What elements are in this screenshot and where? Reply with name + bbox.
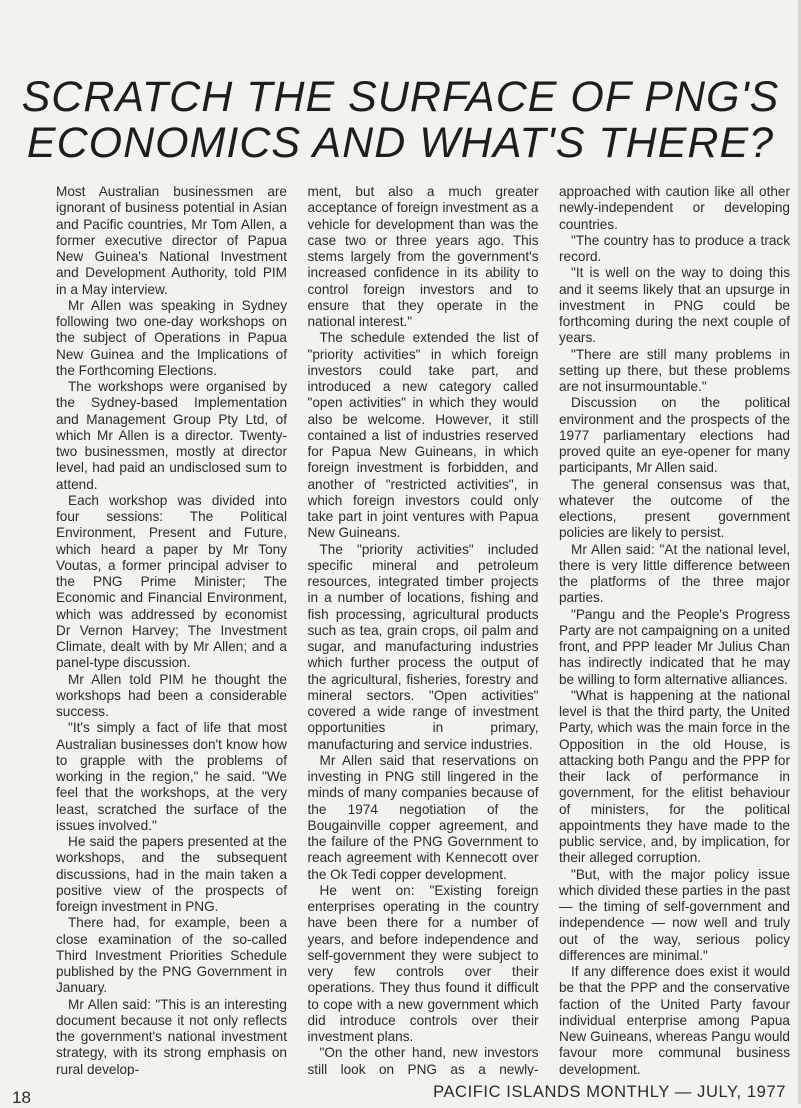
- article-paragraph: "It is well on the way to doing this and it seems likely that an upsurge in investment in PNG could be forthcoming during the next couple of years.: [559, 265, 790, 346]
- article-body: [56, 184, 790, 1076]
- article-paragraph: The general consensus was that, whatever the outcome of the elections, present government policies are likely to persist.: [559, 476, 790, 541]
- article-paragraph: ment, but also a much greater acceptance of foreign investment as a vehicle for development than was the case two or three years ago. This stems largely from the government's increased confidence in its ability to control foreign investors and to ensure that they operate in the national interest.": [307, 184, 539, 329]
- article-paragraph: The workshops were organised by the Sydney-based Implementation and Management Group Pty Ltd, of which Mr Allen is a director. Twenty-two businessmen, mostly at director level, had paid an undisclosed sum to attend.: [56, 379, 287, 492]
- headline-line-1: SCRATCH THE SURFACE OF PNG'S: [21, 73, 780, 121]
- article-paragraph: If any difference does exist it would be that the PPP and the conservative faction of the United Party favour individual enterprise among Papua New Guineans, whereas Pangu would favour more communal business development.: [559, 964, 790, 1076]
- article-paragraph: Each workshop was divided into four sessions: The Political Environment, Present and Future, which heard a paper by Mr Tony Voutas, a former principal adviser to the PNG Prime Minister; The Economic and Financial Environment, which was addressed by economist Dr Vernon Harvey; The Investment Climate, dealt with by Mr Allen; and a panel-type discussion.: [56, 492, 287, 671]
- article-paragraph: He went on: "Existing foreign enterprises operating in the country have been there for a number of years, and before independence and self-government they were subject to very few controls over their operations. They thus found it difficult to cope with a new government which did introduce controls over their investment plans.: [307, 882, 539, 1044]
- page-footer: [0, 1082, 801, 1107]
- article-paragraph: "Pangu and the People's Progress Party are not campaigning on a united front, and PPP leader Mr Julius Chan has indirectly indicated that he may be willing to form alternative alliances.: [559, 606, 790, 687]
- page-number: 18: [12, 1088, 31, 1107]
- headline-line-2: ECONOMICS AND WHAT'S THERE?: [26, 119, 775, 167]
- article-paragraph: Mr Allen said: "At the national level, there is very little difference between the platforms of the three major parties.: [559, 541, 790, 606]
- article-paragraph: approached with caution like all other newly-independent or developing countries.: [559, 184, 790, 232]
- article-paragraph: "There are still many problems in setting up there, but these problems are not insurmountable.": [559, 346, 790, 394]
- article-paragraph: Mr Allen told PIM he thought the workshops had been a considerable success.: [56, 671, 287, 719]
- article-paragraph: Mr Allen said: "This is an interesting document because it not only reflects the government's national investment strategy, with its strong emphasis on rural develop-: [56, 996, 287, 1076]
- article-paragraph: "But, with the major policy issue which divided these parties in the past — the timing of self-government and independence — now well and truly out of the way, serious policy differences are minimal.": [559, 866, 790, 963]
- article-column-1: [56, 184, 287, 1076]
- article-paragraph: There had, for example, been a close examination of the so-called Third Investment Priorities Schedule published by the PNG Government in January.: [56, 915, 287, 996]
- article-paragraph: The "priority activities" included specific mineral and petroleum resources, integrated timber projects in a number of locations, fishing and fish processing, agricultural products such as tea, grain crops, oil palm and sugar, and manufacturing industries which further process the output of the agricultural, fisheries, forestry and mineral sectors. "Open activities" covered a wide range of investment opportunities in primary, manufacturing and service industries.: [307, 541, 539, 752]
- article-column-3: [559, 184, 790, 1076]
- article-paragraph: He said the papers presented at the workshops, and the subsequent discussions, had in the main taken a positive view of the prospects of foreign investment in PNG.: [56, 834, 287, 914]
- article-paragraph: Discussion on the political environment and the prospects of the 1977 parliamentary elections had proved quite an eye-opener for many participants, Mr Allen said.: [559, 395, 790, 476]
- article-paragraph: "What is happening at the national level is that the third party, the United Party, which was the main force in the Opposition in the old House, is attacking both Pangu and the PPP for their lack of performance in government, for the elitist behaviour of ministers, for the political appointments they have made to the public service, and, by implication, for their alleged corruption.: [559, 687, 790, 866]
- article-paragraph: "On the other hand, new investors still look on PNG as a newly-: [307, 1045, 539, 1076]
- article-paragraph: Most Australian businessmen are ignorant of business potential in Asian and Pacific countries, Mr Tom Allen, a former executive director of Papua New Guinea's National Investment and Development Authority, told PIM in a May interview.: [56, 184, 287, 297]
- article-column-2: [308, 184, 539, 1076]
- publication-line: PACIFIC ISLANDS MONTHLY — JULY, 1977: [433, 1083, 786, 1101]
- article-headline: [0, 74, 801, 166]
- article-paragraph: "It's simply a fact of life that most Australian businesses don't know how to grapple with the problems of working in the region," he said. "We feel that the workshops, at the very least, scratched the surface of the issues involved.": [56, 720, 287, 833]
- article-paragraph: Mr Allen was speaking in Sydney following two one-day workshops on the subject of Operations in Papua New Guinea and the Implications of the Forthcoming Elections.: [56, 297, 287, 378]
- article-paragraph: "The country has to produce a track record.: [559, 232, 790, 264]
- article-paragraph: Mr Allen said that reservations on investing in PNG still lingered in the minds of many companies because of the 1974 negotiation of the Bougainville copper agreement, and the failure of the PNG Government to reach agreement with Kennecott over the Ok Tedi copper development.: [307, 752, 539, 882]
- article-paragraph: The schedule extended the list of "priority activities" in which foreign investors could take part, and introduced a new category called "open activities" in which they would also be welcome. However, it still contained a list of industries reserved for Papua New Guineans, in which foreign investment is forbidden, and another of "restricted activities", in which foreign investors could only take part in joint ventures with Papua New Guineans.: [307, 330, 539, 541]
